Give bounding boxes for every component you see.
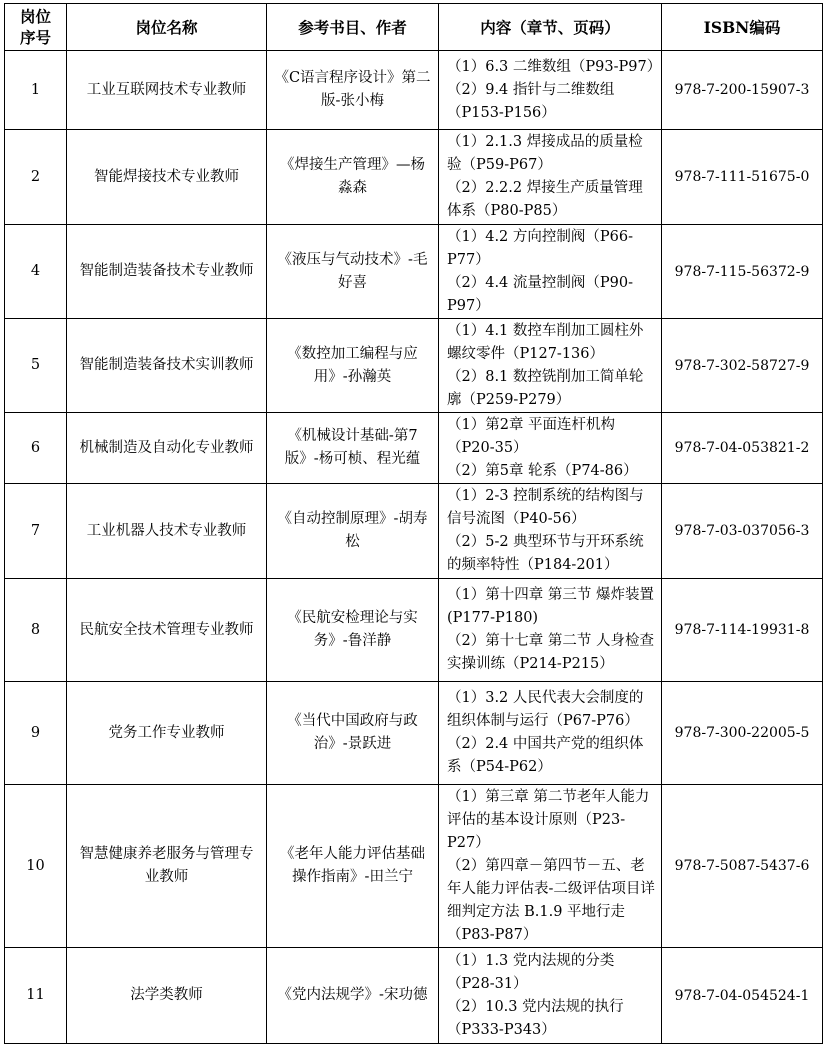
content-line: （1）第2章 平面连杆机构（P20-35）: [447, 416, 616, 456]
position-cell: 工业机器人技术专业教师: [67, 484, 267, 579]
header-content: 内容（章节、页码）: [439, 4, 662, 51]
content-cell: [439, 130, 662, 225]
content-line: （2）10.3 党内法规的执行（P333-P343）: [447, 998, 624, 1038]
book-cell: 《C语言程序设计》第二版-张小梅: [267, 51, 439, 130]
position-cell: 党务工作专业教师: [67, 682, 267, 785]
isbn-cell: 978-7-300-22005-5: [662, 682, 823, 785]
seq-cell: 10: [5, 785, 67, 948]
table-row: [5, 319, 823, 413]
header-position: 岗位名称: [67, 4, 267, 51]
table-row: [5, 413, 823, 484]
seq-cell: 9: [5, 682, 67, 785]
content-cell: [439, 948, 662, 1044]
content-line: （1）第三章 第二节老年人能力评估的基本设计原则（P23-P27）: [447, 788, 650, 851]
content-line: （2）2.4 中国共产党的组织体系（P54-P62）: [447, 736, 644, 775]
content-line: （2）第5章 轮系（P74-86）: [447, 462, 638, 479]
header-isbn: ISBN编码: [662, 4, 823, 51]
reference-book-table: [4, 3, 823, 1044]
isbn-cell: 978-7-115-56372-9: [662, 225, 823, 319]
position-cell: 智能焊接技术专业教师: [67, 130, 267, 225]
seq-cell: 4: [5, 225, 67, 319]
header-seq-label: 岗位 序号: [19, 7, 51, 47]
position-cell: 智能制造装备技术专业教师: [67, 225, 267, 319]
isbn-cell: 978-7-04-053821-2: [662, 413, 823, 484]
position-cell: 法学类教师: [67, 948, 267, 1044]
book-cell: 《自动控制原理》-胡寿松: [267, 484, 439, 579]
seq-cell: 2: [5, 130, 67, 225]
book-cell: 《老年人能力评估基础操作指南》-田兰宁: [267, 785, 439, 948]
content-line: （1）第十四章 第三节 爆炸装置(P177-P180): [447, 587, 654, 626]
content-line: （1）6.3 二维数组（P93-P97）: [447, 58, 662, 75]
book-cell: 《焊接生产管理》—杨淼森: [267, 130, 439, 225]
content-cell: [439, 413, 662, 484]
seq-cell: 6: [5, 413, 67, 484]
content-cell: [439, 785, 662, 948]
content-line: （2）5-2 典型环节与开环系统的频率特性（P184-201）: [447, 534, 644, 573]
content-line: （1）2-3 控制系统的结构图与信号流图（P40-56）: [447, 488, 644, 527]
seq-cell: 11: [5, 948, 67, 1044]
table-row: [5, 579, 823, 682]
content-line: （1）2.1.3 焊接成品的质量检验（P59-P67）: [447, 134, 643, 173]
table-row: [5, 484, 823, 579]
content-line: （2）4.4 流量控制阀（P90-P97）: [447, 274, 633, 314]
content-cell: [439, 51, 662, 130]
content-cell: [439, 484, 662, 579]
header-seq: [5, 4, 67, 51]
seq-cell: 1: [5, 51, 67, 130]
content-cell: [439, 319, 662, 413]
content-line: （2）9.4 指针与二维数组（P153-P156）: [447, 81, 615, 121]
isbn-cell: 978-7-5087-5437-6: [662, 785, 823, 948]
book-cell: 《机械设计基础-第7版》-杨可桢、程光蕴: [267, 413, 439, 484]
content-cell: [439, 579, 662, 682]
table-row: [5, 948, 823, 1044]
isbn-cell: 978-7-04-054524-1: [662, 948, 823, 1044]
book-cell: 《当代中国政府与政治》-景跃进: [267, 682, 439, 785]
isbn-cell: 978-7-114-19931-8: [662, 579, 823, 682]
book-cell: 《液压与气动技术》-毛好喜: [267, 225, 439, 319]
position-cell: 智能制造装备技术实训教师: [67, 319, 267, 413]
header-row: [5, 4, 823, 51]
content-line: （2）8.1 数控铣削加工简单轮廓（P259-P279）: [447, 368, 644, 408]
isbn-cell: 978-7-200-15907-3: [662, 51, 823, 130]
book-cell: 《民航安检理论与实务》-鲁洋静: [267, 579, 439, 682]
content-line: （1）4.2 方向控制阀（P66-P77）: [447, 228, 633, 268]
table-row: [5, 51, 823, 130]
seq-cell: 8: [5, 579, 67, 682]
content-line: （2）第四章－第四节－五、老年人能力评估表-二级评估项目详细判定方法 B.1.9 平地行走（P83-P87）: [447, 857, 655, 943]
isbn-cell: 978-7-111-51675-0: [662, 130, 823, 225]
header-book: 参考书目、作者: [267, 4, 439, 51]
content-cell: [439, 225, 662, 319]
table-row: [5, 682, 823, 785]
seq-cell: 7: [5, 484, 67, 579]
content-line: （2）2.2.2 焊接生产质量管理体系（P80-P85）: [447, 180, 643, 219]
table-row: [5, 785, 823, 948]
seq-cell: 5: [5, 319, 67, 413]
content-line: （1）1.3 党内法规的分类（P28-31）: [447, 952, 615, 992]
content-cell: [439, 682, 662, 785]
table-row: [5, 130, 823, 225]
position-cell: 智慧健康养老服务与管理专业教师: [67, 785, 267, 948]
position-cell: 机械制造及自动化专业教师: [67, 413, 267, 484]
position-cell: 工业互联网技术专业教师: [67, 51, 267, 130]
content-line: （1）4.1 数控车削加工圆柱外螺纹零件（P127-136）: [447, 322, 644, 362]
isbn-cell: 978-7-302-58727-9: [662, 319, 823, 413]
book-cell: 《数控加工编程与应用》-孙瀚英: [267, 319, 439, 413]
content-line: （1）3.2 人民代表大会制度的组织体制与运行（P67-P76）: [447, 690, 644, 729]
content-line: （2）第十七章 第二节 人身检查实操训练（P214-P215）: [447, 633, 654, 672]
position-cell: 民航安全技术管理专业教师: [67, 579, 267, 682]
book-cell: 《党内法规学》-宋功德: [267, 948, 439, 1044]
table-row: [5, 225, 823, 319]
isbn-cell: 978-7-03-037056-3: [662, 484, 823, 579]
